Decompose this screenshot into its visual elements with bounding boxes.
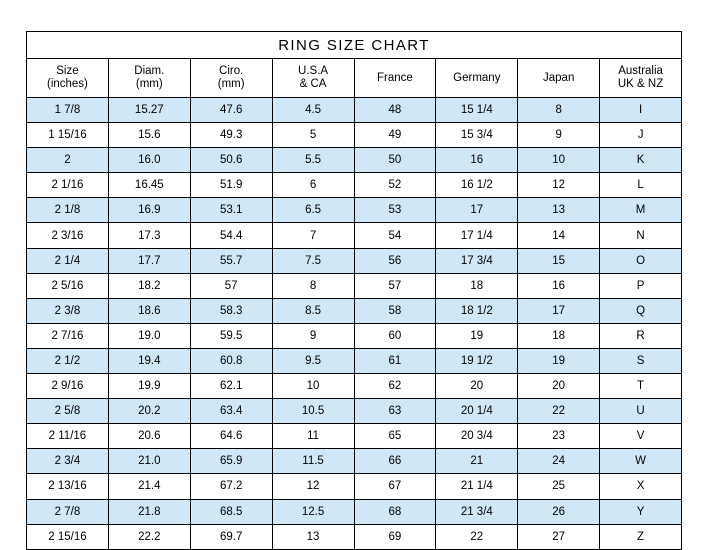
table-row	[27, 499, 682, 524]
cell-r1-c5: 48	[354, 98, 436, 123]
cell-r12-c3: 62.1	[190, 374, 272, 399]
cell-r4-c3: 51.9	[190, 173, 272, 198]
cell-r12-c7: 20	[518, 374, 600, 399]
cell-r17-c8: Y	[600, 499, 682, 524]
cell-r2-c2: 15.6	[108, 123, 190, 148]
table-row	[27, 223, 682, 248]
column-header-3	[190, 59, 272, 98]
cell-r15-c4: 11.5	[272, 449, 354, 474]
cell-r4-c8: L	[600, 173, 682, 198]
chart-title: RING SIZE CHART	[27, 32, 682, 59]
cell-r6-c6: 17 1/4	[436, 223, 518, 248]
cell-r8-c4: 8	[272, 273, 354, 298]
cell-r2-c1: 1 15/16	[27, 123, 109, 148]
cell-r11-c4: 9.5	[272, 348, 354, 373]
cell-r14-c2: 20.6	[108, 424, 190, 449]
column-header-line2: & CA	[299, 78, 327, 90]
cell-r17-c1: 2 7/8	[27, 499, 109, 524]
column-header-4	[272, 59, 354, 98]
cell-r9-c7: 17	[518, 298, 600, 323]
cell-r2-c7: 9	[518, 123, 600, 148]
cell-r17-c5: 68	[354, 499, 436, 524]
cell-r6-c8: N	[600, 223, 682, 248]
column-header-6	[436, 59, 518, 98]
column-header-5	[354, 59, 436, 98]
cell-r6-c3: 54.4	[190, 223, 272, 248]
column-header-line1: France	[377, 71, 413, 84]
cell-r8-c2: 18.2	[108, 273, 190, 298]
column-header-line2: (mm)	[217, 78, 245, 90]
table-row	[27, 248, 682, 273]
cell-r12-c2: 19.9	[108, 374, 190, 399]
cell-r12-c5: 62	[354, 374, 436, 399]
cell-r7-c2: 17.7	[108, 248, 190, 273]
column-header-line1: Australia	[618, 65, 663, 77]
cell-r12-c6: 20	[436, 374, 518, 399]
cell-r8-c6: 18	[436, 273, 518, 298]
cell-r8-c1: 2 5/16	[27, 273, 109, 298]
cell-r17-c2: 21.8	[108, 499, 190, 524]
cell-r1-c8: I	[600, 98, 682, 123]
column-header-line2: (mm)	[135, 78, 163, 90]
cell-r8-c7: 16	[518, 273, 600, 298]
column-header-line1: Japan	[543, 71, 575, 84]
column-header-line1: U.S.A	[298, 65, 329, 77]
cell-r13-c1: 2 5/8	[27, 399, 109, 424]
cell-r4-c5: 52	[354, 173, 436, 198]
cell-r14-c1: 2 11/16	[27, 424, 109, 449]
cell-r18-c3: 69.7	[190, 524, 272, 549]
cell-r9-c4: 8.5	[272, 298, 354, 323]
cell-r17-c3: 68.5	[190, 499, 272, 524]
table-row	[27, 298, 682, 323]
column-header-line2: (inches)	[46, 78, 88, 90]
cell-r9-c2: 18.6	[108, 298, 190, 323]
cell-r5-c5: 53	[354, 198, 436, 223]
table-row	[27, 524, 682, 549]
cell-r3-c4: 5.5	[272, 148, 354, 173]
cell-r5-c1: 2 1/8	[27, 198, 109, 223]
cell-r15-c3: 65.9	[190, 449, 272, 474]
cell-r13-c2: 20.2	[108, 399, 190, 424]
cell-r10-c7: 18	[518, 323, 600, 348]
cell-r11-c8: S	[600, 348, 682, 373]
cell-r15-c2: 21.0	[108, 449, 190, 474]
cell-r16-c6: 21 1/4	[436, 474, 518, 499]
cell-r18-c4: 13	[272, 524, 354, 549]
cell-r6-c2: 17.3	[108, 223, 190, 248]
cell-r3-c5: 50	[354, 148, 436, 173]
cell-r5-c3: 53.1	[190, 198, 272, 223]
cell-r2-c8: J	[600, 123, 682, 148]
cell-r4-c1: 2 1/16	[27, 173, 109, 198]
cell-r10-c8: R	[600, 323, 682, 348]
cell-r15-c5: 66	[354, 449, 436, 474]
cell-r12-c1: 2 9/16	[27, 374, 109, 399]
cell-r6-c7: 14	[518, 223, 600, 248]
column-header-line2: UK & NZ	[617, 78, 664, 90]
table-row	[27, 173, 682, 198]
table-row	[27, 98, 682, 123]
cell-r11-c1: 2 1/2	[27, 348, 109, 373]
cell-r5-c6: 17	[436, 198, 518, 223]
cell-r1-c4: 4.5	[272, 98, 354, 123]
cell-r3-c1: 2	[27, 148, 109, 173]
cell-r7-c7: 15	[518, 248, 600, 273]
cell-r5-c8: M	[600, 198, 682, 223]
column-header-8	[600, 59, 682, 98]
cell-r7-c1: 2 1/4	[27, 248, 109, 273]
cell-r18-c8: Z	[600, 524, 682, 549]
cell-r3-c6: 16	[436, 148, 518, 173]
table-row	[27, 424, 682, 449]
cell-r13-c7: 22	[518, 399, 600, 424]
cell-r2-c5: 49	[354, 123, 436, 148]
cell-r16-c3: 67.2	[190, 474, 272, 499]
cell-r2-c3: 49.3	[190, 123, 272, 148]
cell-r4-c7: 12	[518, 173, 600, 198]
cell-r10-c6: 19	[436, 323, 518, 348]
cell-r16-c7: 25	[518, 474, 600, 499]
cell-r7-c4: 7.5	[272, 248, 354, 273]
cell-r15-c6: 21	[436, 449, 518, 474]
cell-r9-c1: 2 3/8	[27, 298, 109, 323]
cell-r1-c7: 8	[518, 98, 600, 123]
table-row	[27, 374, 682, 399]
cell-r8-c8: P	[600, 273, 682, 298]
cell-r9-c5: 58	[354, 298, 436, 323]
cell-r11-c3: 60.8	[190, 348, 272, 373]
ring-size-table	[26, 31, 682, 550]
cell-r13-c5: 63	[354, 399, 436, 424]
cell-r10-c3: 59.5	[190, 323, 272, 348]
cell-r13-c8: U	[600, 399, 682, 424]
cell-r15-c8: W	[600, 449, 682, 474]
cell-r9-c3: 58.3	[190, 298, 272, 323]
cell-r7-c3: 55.7	[190, 248, 272, 273]
cell-r9-c8: Q	[600, 298, 682, 323]
cell-r3-c7: 10	[518, 148, 600, 173]
cell-r14-c5: 65	[354, 424, 436, 449]
cell-r16-c1: 2 13/16	[27, 474, 109, 499]
cell-r10-c5: 60	[354, 323, 436, 348]
cell-r3-c8: K	[600, 148, 682, 173]
table-row	[27, 273, 682, 298]
cell-r16-c8: X	[600, 474, 682, 499]
cell-r4-c2: 16.45	[108, 173, 190, 198]
cell-r14-c4: 11	[272, 424, 354, 449]
cell-r3-c3: 50.6	[190, 148, 272, 173]
table-row	[27, 323, 682, 348]
cell-r4-c4: 6	[272, 173, 354, 198]
cell-r18-c7: 27	[518, 524, 600, 549]
cell-r18-c1: 2 15/16	[27, 524, 109, 549]
cell-r1-c1: 1 7/8	[27, 98, 109, 123]
chart-container	[26, 31, 682, 543]
cell-r16-c5: 67	[354, 474, 436, 499]
column-header-2	[108, 59, 190, 98]
cell-r13-c6: 20 1/4	[436, 399, 518, 424]
header-row	[27, 59, 682, 98]
column-header-1	[27, 59, 109, 98]
column-header-line1: Ciro.	[219, 65, 244, 77]
cell-r13-c3: 63.4	[190, 399, 272, 424]
cell-r17-c6: 21 3/4	[436, 499, 518, 524]
column-header-line1: Size	[56, 65, 79, 77]
cell-r10-c1: 2 7/16	[27, 323, 109, 348]
table-row	[27, 148, 682, 173]
cell-r18-c2: 22.2	[108, 524, 190, 549]
table-row	[27, 399, 682, 424]
cell-r8-c5: 57	[354, 273, 436, 298]
cell-r5-c7: 13	[518, 198, 600, 223]
cell-r17-c4: 12.5	[272, 499, 354, 524]
cell-r11-c2: 19.4	[108, 348, 190, 373]
cell-r15-c7: 24	[518, 449, 600, 474]
cell-r6-c4: 7	[272, 223, 354, 248]
cell-r5-c2: 16.9	[108, 198, 190, 223]
cell-r14-c6: 20 3/4	[436, 424, 518, 449]
cell-r1-c6: 15 1/4	[436, 98, 518, 123]
cell-r2-c4: 5	[272, 123, 354, 148]
cell-r11-c7: 19	[518, 348, 600, 373]
cell-r18-c5: 69	[354, 524, 436, 549]
cell-r10-c4: 9	[272, 323, 354, 348]
cell-r18-c6: 22	[436, 524, 518, 549]
cell-r10-c2: 19.0	[108, 323, 190, 348]
cell-r16-c2: 21.4	[108, 474, 190, 499]
cell-r12-c4: 10	[272, 374, 354, 399]
column-header-line1: Diam.	[134, 65, 165, 77]
cell-r2-c6: 15 3/4	[436, 123, 518, 148]
cell-r7-c6: 17 3/4	[436, 248, 518, 273]
cell-r6-c5: 54	[354, 223, 436, 248]
table-body	[27, 32, 682, 550]
cell-r1-c2: 15.27	[108, 98, 190, 123]
cell-r4-c6: 16 1/2	[436, 173, 518, 198]
cell-r14-c3: 64.6	[190, 424, 272, 449]
cell-r6-c1: 2 3/16	[27, 223, 109, 248]
cell-r14-c7: 23	[518, 424, 600, 449]
cell-r1-c3: 47.6	[190, 98, 272, 123]
cell-r8-c3: 57	[190, 273, 272, 298]
table-row	[27, 449, 682, 474]
cell-r12-c8: T	[600, 374, 682, 399]
cell-r13-c4: 10.5	[272, 399, 354, 424]
cell-r17-c7: 26	[518, 499, 600, 524]
cell-r3-c2: 16.0	[108, 148, 190, 173]
cell-r7-c5: 56	[354, 248, 436, 273]
cell-r7-c8: O	[600, 248, 682, 273]
cell-r11-c6: 19 1/2	[436, 348, 518, 373]
cell-r9-c6: 18 1/2	[436, 298, 518, 323]
table-row	[27, 123, 682, 148]
table-row	[27, 474, 682, 499]
table-row	[27, 348, 682, 373]
cell-r11-c5: 61	[354, 348, 436, 373]
table-row	[27, 198, 682, 223]
column-header-line1: Germany	[453, 71, 501, 84]
title-row	[27, 32, 682, 59]
cell-r15-c1: 2 3/4	[27, 449, 109, 474]
cell-r14-c8: V	[600, 424, 682, 449]
column-header-7	[518, 59, 600, 98]
cell-r5-c4: 6.5	[272, 198, 354, 223]
cell-r16-c4: 12	[272, 474, 354, 499]
